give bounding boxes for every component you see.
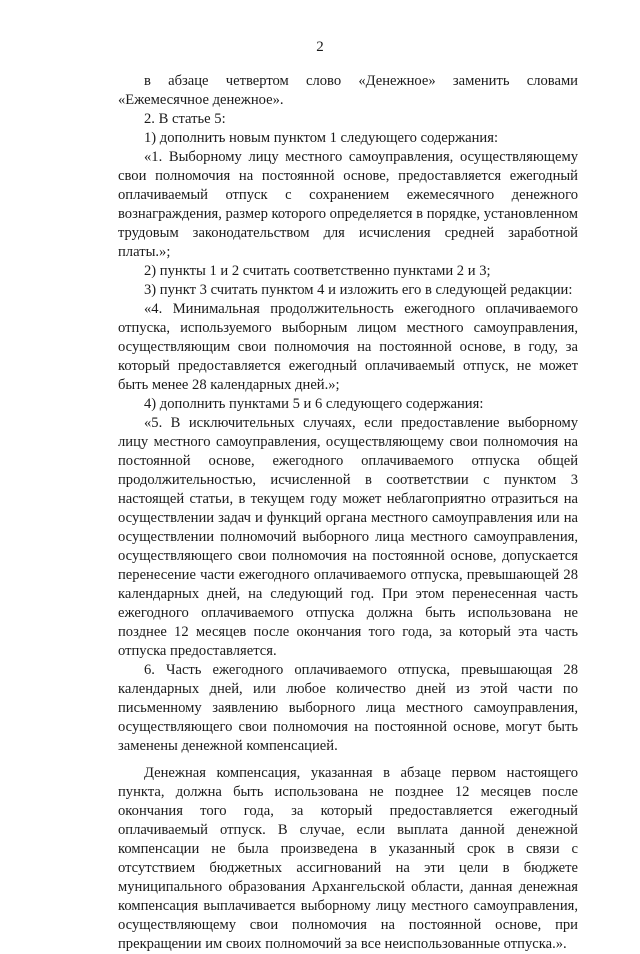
paragraph-article-5: 2. В статье 5: (144, 111, 226, 127)
paragraph-compensation: Денежная компенсация, указанная в абзаце первом настоящего пункта, должна быть использована не позднее 12 месяцев после окончания того года, за который предоставляется ежегодный оплачиваемый отпуск. В случае, если выплата данной денежной компенсации не была произведена в указанный срок в связи с отсутствием бюджетных ассигнований на эти цели в бюджете муниципального образования Архангельской области, данная денежная компенсация выплачивается выборному лицу местного самоуправления, осуществляющему свои полномочия на постоянной основе, при прекращении им своих полномочий за все неиспользованные отпуска.». (118, 765, 578, 952)
paragraph-new-point-1: «1. Выборному лицу местного самоуправления, осуществляющему свои полномочия на постоянной основе, предоставляется ежегодный оплачиваемый отпуск с сохранением ежемесячного денежного вознаграждения, размер которого определяется в порядке, установленном трудовым законодательством для исчисления средней заработной платы.»; (118, 149, 578, 260)
page-number: 2 (316, 39, 324, 55)
paragraph-new-point-5: «5. В исключительных случаях, если предоставление выборному лицу местного самоуправления, осуществляющему свои полномочия на постоянной основе, ежегодного оплачиваемого отпуска общей продолжительностью, исчисленной в соответствии с пунктом 3 настоящей статьи, в текущем году может неблагоприятно отразиться на осуществлении задач и функций органа местного самоуправления или на осуществлении полномочий выборного лица местного самоуправления, осуществляющего свои полномочия на постоянной основе, допускается перенесение части ежегодного оплачиваемого отпуска, превышающей 28 календарных дней, на следующий год. При этом перенесенная часть ежегодного оплачиваемого отпуска должна быть использована не позднее 12 месяцев после окончания того года, за который эта часть отпуска предоставляется. (118, 415, 578, 659)
paragraph-amendment-intro: в абзаце четвертом слово «Денежное» заменить словами «Ежемесячное денежное». (118, 73, 578, 108)
paragraph-new-point-6: 6. Часть ежегодного оплачиваемого отпуска, превышающая 28 календарных дней, или любое количество дней из этой части по письменному заявлению выборного лица местного самоуправления, осуществляющего свои полномочия на постоянной основе, могут быть заменены денежной компенсацией. (118, 662, 578, 754)
paragraph-item-1-add: 1) дополнить новым пунктом 1 следующего содержания: (144, 130, 499, 146)
paragraph-item-4-add: 4) дополнить пунктами 5 и 6 следующего содержания: (144, 396, 484, 412)
paragraph-item-3-restate: 3) пункт 3 считать пунктом 4 и изложить его в следующей редакции: (144, 282, 573, 298)
paragraph-new-point-4: «4. Минимальная продолжительность ежегодного оплачиваемого отпуска, используемого выборным лицом местного самоуправления, осуществляющим свои полномочия на постоянной основе, в году, за который предоставляется ежегодный оплачиваемый отпуск, не может быть менее 28 календарных дней.»; (118, 301, 578, 393)
paragraph-item-2-renumber: 2) пункты 1 и 2 считать соответственно пунктами 2 и 3; (144, 263, 491, 279)
document-body (118, 72, 578, 954)
